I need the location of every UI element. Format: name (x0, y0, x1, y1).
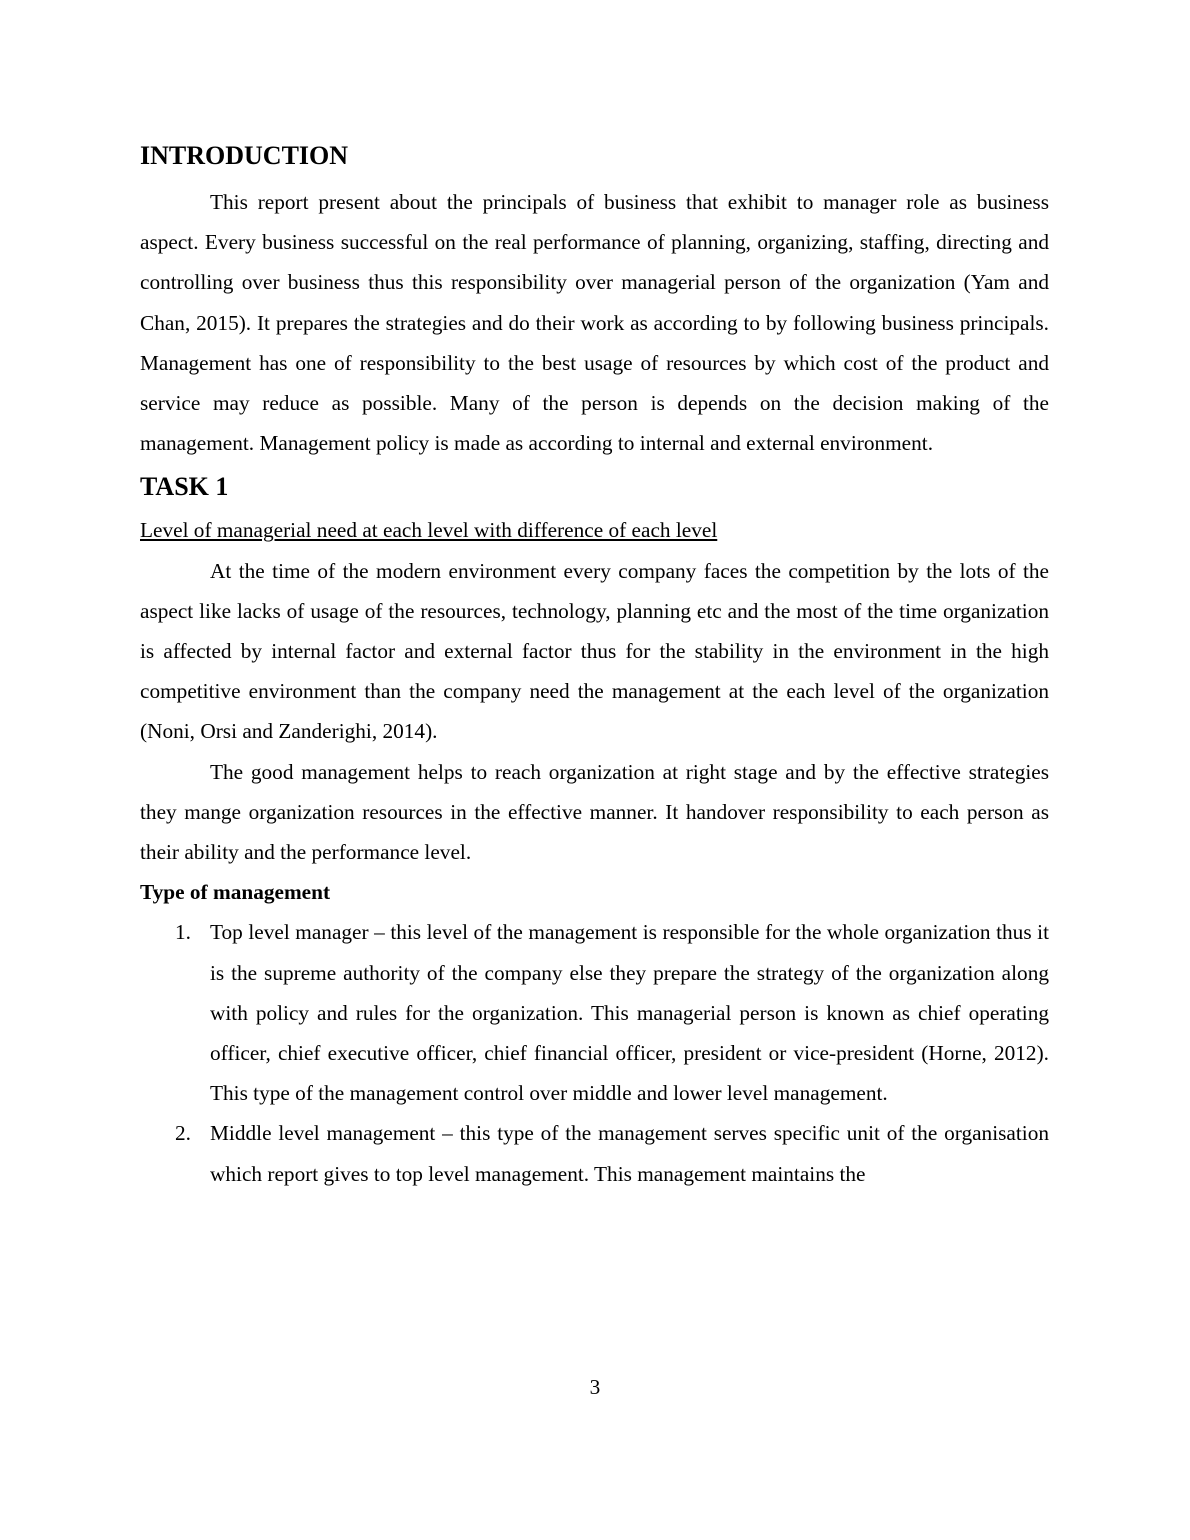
introduction-paragraph: This report present about the principals of business that exhibit to manager role as business aspect. Every business successful on the real performance of planning, organizing, staffing, directing and controlling over business thus this responsibility over managerial person of the organization (Yam and Chan, 2015). It prepares the strategies and do their work as according to by following business principals. Management has one of responsibility to the best usage of resources by which cost of the product and service may reduce as possible. Many of the person is depends on the decision making of the management. Management policy is made as according to internal and external environment. (140, 190, 1049, 456)
document-page (140, 136, 1049, 1194)
management-type-list (140, 912, 1049, 1193)
list-item-number: 1. (175, 920, 191, 945)
task1-paragraph-1: At the time of the modern environment every company faces the competition by the lots of the aspect like lacks of usage of the resources, technology, planning etc and the most of the time organization is affected by internal factor and external factor thus for the stability in the environment in the high competitive environment than the company need the management at the each level of the organization (Noni, Orsi and Zanderighi, 2014). (140, 558, 1049, 744)
task1-heading: TASK 1 (140, 472, 229, 502)
list-item (140, 912, 1049, 1113)
list-item (140, 1113, 1049, 1193)
task1-subheading: Level of managerial need at each level with difference of each level (140, 518, 718, 543)
introduction-heading: INTRODUCTION (140, 141, 349, 170)
list-item-text: Middle level management – this type of the management serves specific unit of the organisation which report gives to top level management. This management maintains the (210, 1121, 1049, 1186)
list-item-number: 2. (175, 1121, 191, 1146)
page-number: 3 (589, 1375, 601, 1399)
list-item-text: Top level manager – this level of the management is responsible for the whole organization thus it is the supreme authority of the company else they prepare the strategy of the organization along with policy and rules for the organization. This managerial person is known as chief operating officer, chief executive officer, chief financial officer, president or vice-president (Horne, 2012). This type of the management control over middle and lower level management. (210, 920, 1049, 1106)
task1-paragraph-2: The good management helps to reach organization at right stage and by the effective strategies they mange organization resources in the effective manner. It handover responsibility to each person as their ability and the performance level. (140, 759, 1049, 865)
type-of-management-heading: Type of management (140, 880, 331, 905)
